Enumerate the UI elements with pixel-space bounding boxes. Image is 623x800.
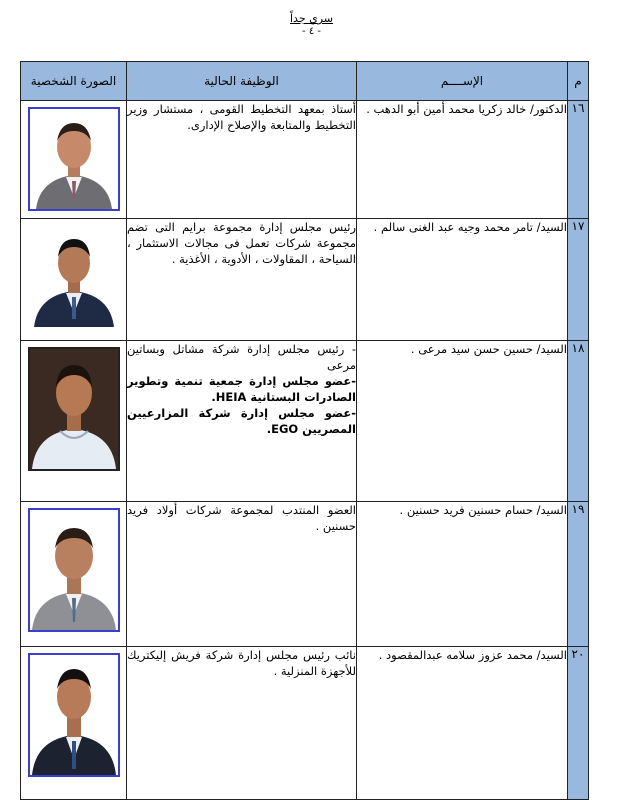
header-name: الإســــم [357,62,568,101]
person-portrait-icon [30,655,118,775]
person-portrait-icon [30,227,118,327]
member-name: السيد/ حسين حسن سيد مرعى . [357,341,568,502]
portrait-photo [28,508,120,632]
position-line: - رئيس مجلس إدارة شركة مشاتل وبساتين مرعى [127,342,356,372]
person-portrait-icon [30,349,118,469]
header-position: الوظيفة الحالية [127,62,357,101]
member-position [127,502,357,647]
member-name: السيد/ حسام حسنين فريد حسنين . [357,502,568,647]
page-header [0,12,623,38]
member-name: السيد/ تامر محمد وجيه عبد الغنى سالم . [357,219,568,341]
member-position [127,341,357,502]
table-row [21,502,589,647]
member-name: السيد/ محمد عزوز سلامه عبدالمقصود . [357,647,568,800]
table-row [21,101,589,219]
position-line: رئيس مجلس إدارة مجموعة برايم التى تضم مجموعة شركات تعمل فى مجالات الاستثمار ، السياحة ، المقاولات ، الأدوية ، الأغذية . [127,220,356,266]
photo-cell [21,341,127,502]
table-header-row [21,62,589,101]
member-position [127,101,357,219]
portrait-photo [28,653,120,777]
position-line: -عضو مجلس إدارة جمعية تنمية وتطوير الصادرات البستانية HEIA. [127,374,356,404]
table-row [21,219,589,341]
position-line: العضو المنتدب لمجموعة شركات أولاد فريد حسنين . [127,503,356,533]
photo-cell [21,101,127,219]
position-line: أستاذ بمعهد التخطيط القومى ، مستشار وزير التخطيط والمتابعة والإصلاح الإدارى. [127,102,356,132]
row-number: ١٨ [568,341,589,502]
row-number: ١٧ [568,219,589,341]
classification-label: سري جداً [289,12,334,25]
photo-cell [21,647,127,800]
row-number: ١٦ [568,101,589,219]
portrait-photo [28,107,120,211]
header-number: م [568,62,589,101]
member-name: الدكتور/ خالد زكريا محمد أمين أبو الدهب . [357,101,568,219]
member-position [127,647,357,800]
page-number: - ٤ - [302,26,321,37]
photo-cell [21,219,127,341]
photo-cell [21,502,127,647]
table-row [21,341,589,502]
person-portrait-icon [30,109,118,209]
portrait-photo [28,347,120,471]
row-number: ٢٠ [568,647,589,800]
header-photo: الصورة الشخصية [21,62,127,101]
position-line: نائب رئيس مجلس إدارة شركة فريش إليكتريك للأجهزة المنزلية . [127,648,356,678]
position-line: -عضو مجلس إدارة شركة المزارعيين المصريين EGO. [127,406,356,436]
portrait-photo [28,225,120,329]
members-table [20,61,589,800]
member-position [127,219,357,341]
person-portrait-icon [30,510,118,630]
row-number: ١٩ [568,502,589,647]
table-row [21,647,589,800]
